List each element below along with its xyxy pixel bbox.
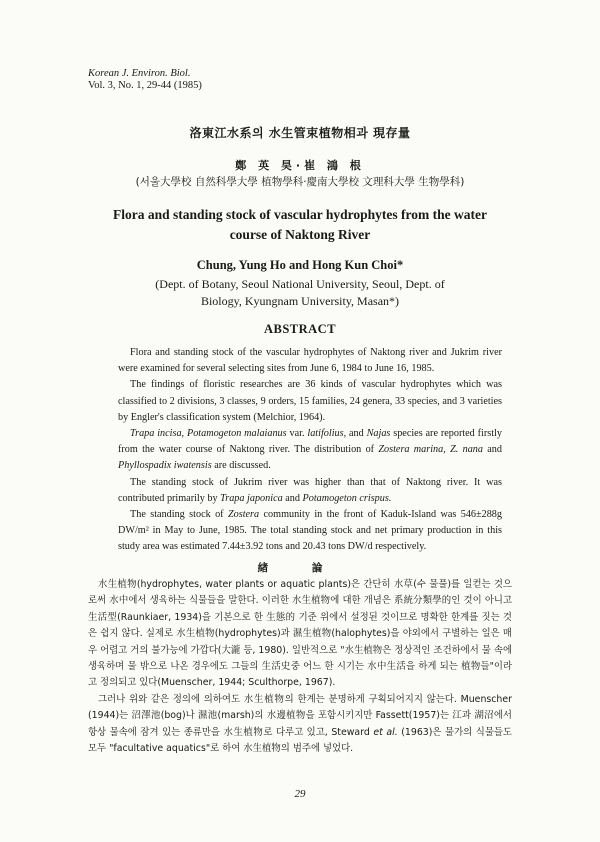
abstract-body	[118, 345, 502, 556]
species-name: Phyllospadix iwatensis	[118, 460, 212, 472]
authors-english: Chung, Yung Ho and Hong Kun Choi*	[196, 258, 404, 272]
abstract-paragraph-2: The findings of floristic researches are 36 kinds of vascular hydrophytes which was classified to 2 divisions, 3 classes, 9 orders, 15 families, 24 genera, 33 species, and 3 varieties by Engler's classification system (Melchior, 1964).	[118, 379, 502, 423]
species-name: latifolius,	[307, 428, 347, 440]
text-span: (1963)은 물가의 식물들도 모두 "facultative aquatics"로 하여 水生植物의 범주에 넣었다.	[88, 726, 512, 755]
text-span: community in the front of Kaduk-Island was 546±288g DW/m² in May to June, 1985. The total standing stock and net primary production in this study area was estimated 7.44±3.92 tons and 20.43 tons DW/d respectively.	[118, 509, 502, 553]
abstract-paragraph-5	[118, 507, 502, 556]
page-number: 29	[294, 788, 306, 800]
introduction-heading: 緖 論	[257, 562, 343, 574]
title-korean: 洛東江水系의 水生管束植物相과 現存量	[189, 126, 411, 140]
introduction-body	[88, 577, 512, 757]
text-span: The standing stock of Jukrim river was higher than that of Naktong river. It was contributed primarily by	[118, 476, 502, 504]
species-name: Najas	[366, 428, 391, 440]
species-name: Zostera marina, Z. nana	[378, 444, 483, 456]
affiliation-korean: (서울大學校 自然科學大學 植物學科·慶南大學校 文理科大學 生物學科)	[135, 176, 465, 188]
text-span: and	[482, 444, 502, 456]
affiliation-english: (Dept. of Botany, Seoul National University, Seoul, Dept. of Biology, Kyungnam University, Masan*)	[155, 277, 445, 308]
abstract-paragraph-3	[118, 426, 502, 475]
journal-volume: Vol. 3, No. 1, 29-44 (1985)	[88, 80, 202, 91]
text-span: and	[346, 428, 367, 440]
authors-korean: 鄭 英 昊·崔 鴻 根	[235, 159, 365, 172]
introduction-paragraph-1: 水生植物(hydrophytes, water plants or aquatic plants)은 간단히 水草(수 물풀)를 일컫는 것으로써 水中에서 생육하는 식물들을 말한다. 이러한 水生植物에 대한 개념은 系統分類學的인 것이 아니고 生活型(Raunkiaer, 1934)을 기본으로 한 生態的 기준 위에서 설정된 것이므로 명확한 한계를 짓는 것은 쉽지 않다. 실제로 水生植物(hydrophytes)과 濕生植物(halophytes)을 야외에서 구별하는 일은 매우 어렵고 거의 불가능에 가깝다(大瀧 등, 1980). 일반적으로 "水生植物은 정상적인 조건하에서 물 속에 생육하며 물 밖으로 나온 경우에도 그들의 生活史중 어느 한 시기는 水中生活을 하게 되는 植物들"이라고 정의되고 있다(Muenscher, 1944; Sculthorpe, 1967).	[88, 579, 512, 689]
abstract-paragraph-1: Flora and standing stock of the vascular hydrophytes of Naktong river and Jukrim river were examined for several selecting sites from June 6, 1984 to June 16, 1985.	[118, 347, 502, 375]
abstract-heading: ABSTRACT	[263, 322, 337, 336]
text-span: 그러나 위와 같은 정의에 의하여도 水生植物의 한계는 분명하게 구획되어지지 않는다. Muenscher (1944)는 沼澤池(bog)나 濕池(marsh)의 水邊植物을 포함시키지만 Fassett(1957)는 江과 湖沼에서 항상 물속에 잠겨 있는 종류만을 水生植物로 다루고 있고, Steward	[88, 693, 512, 738]
title-english: Flora and standing stock of vascular hydrophytes from the water course of Naktong River	[113, 207, 487, 242]
species-name: Zostera	[227, 509, 260, 521]
text-span: var.	[286, 428, 308, 440]
text-span: species are reported firstly from the water course of Naktong river. The distribution of	[118, 428, 502, 456]
text-span: and	[282, 492, 303, 504]
species-name: Trapa incisa, Potamogeton malaianus	[130, 428, 287, 440]
citation-etal: et al.	[373, 726, 398, 738]
text-span: The standing stock of	[130, 509, 228, 521]
journal-title: Korean J. Environ. Biol.	[88, 68, 191, 79]
text-span: are discussed.	[211, 460, 271, 472]
abstract-paragraph-4	[118, 475, 502, 507]
introduction-paragraph-2	[88, 692, 512, 758]
species-name: Trapa japonica	[220, 492, 283, 504]
journal-citation	[88, 68, 202, 92]
species-name: Potamogeton crispus.	[302, 492, 392, 504]
